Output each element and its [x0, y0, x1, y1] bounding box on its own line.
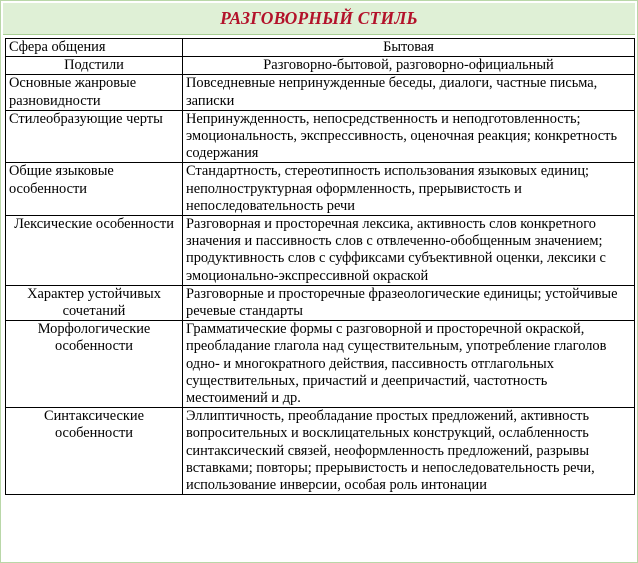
row-label: Сфера общения — [6, 39, 183, 57]
row-label: Подстили — [6, 57, 183, 75]
row-label: Стилеобразующие черты — [6, 110, 183, 163]
row-value: Разговорные и просторечные фразеологические единицы; устойчивые речевые стандарты — [183, 285, 635, 320]
table-row — [6, 285, 635, 320]
row-value: Разговорная и просторечная лексика, активность слов конкретного значения и пассивность слов с отвлеченно-обобщенным значением; продуктивность слов с суффиксами субъективной оценки, лексики с эмоционально-экспрессивной окраской — [183, 216, 635, 286]
row-value: Бытовая — [183, 39, 635, 57]
table-row — [6, 39, 635, 57]
row-label: Основные жанровые разновидности — [6, 75, 183, 110]
page-title: РАЗГОВОРНЫЙ СТИЛЬ — [220, 8, 418, 28]
row-label: Синтаксические особенности — [6, 408, 183, 495]
table-row — [6, 75, 635, 110]
table-row — [6, 321, 635, 408]
table-row — [6, 110, 635, 163]
table-row — [6, 408, 635, 495]
row-value: Непринужденность, непосредственность и неподготовленность; эмоциональность, экспрессивность, оценочная реакция; конкретность содержания — [183, 110, 635, 163]
table-row — [6, 57, 635, 75]
row-label: Морфологические особенности — [6, 321, 183, 408]
row-label: Характер устойчивых сочетаний — [6, 285, 183, 320]
title-band — [3, 3, 635, 35]
style-table — [5, 38, 635, 495]
row-label: Общие языковые особенности — [6, 163, 183, 216]
row-value: Стандартность, стереотипность использования языковых единиц; неполноструктурная оформленность, прерывистость и непоследовательность речи — [183, 163, 635, 216]
row-value: Повседневные непринужденные беседы, диалоги, частные письма, записки — [183, 75, 635, 110]
row-value: Разговорно-бытовой, разговорно-официальный — [183, 57, 635, 75]
table-row — [6, 163, 635, 216]
table-row — [6, 216, 635, 286]
row-label: Лексические особенности — [6, 216, 183, 286]
row-value: Грамматические формы с разговорной и просторечной окраской, преобладание глагола над существительным, употребление глаголов одно- и многократного действия, пассивность отглагольных существительных, причастий и деепричастий, частотность местоимений и др. — [183, 321, 635, 408]
row-value: Эллиптичность, преобладание простых предложений, активность вопросительных и восклицательных конструкций, ослабленность синтаксический связей, неоформленность предложений, разрывы вставками; повторы; прерывистость и непоследовательность речи, использование инверсии, особая роль интонации — [183, 408, 635, 495]
